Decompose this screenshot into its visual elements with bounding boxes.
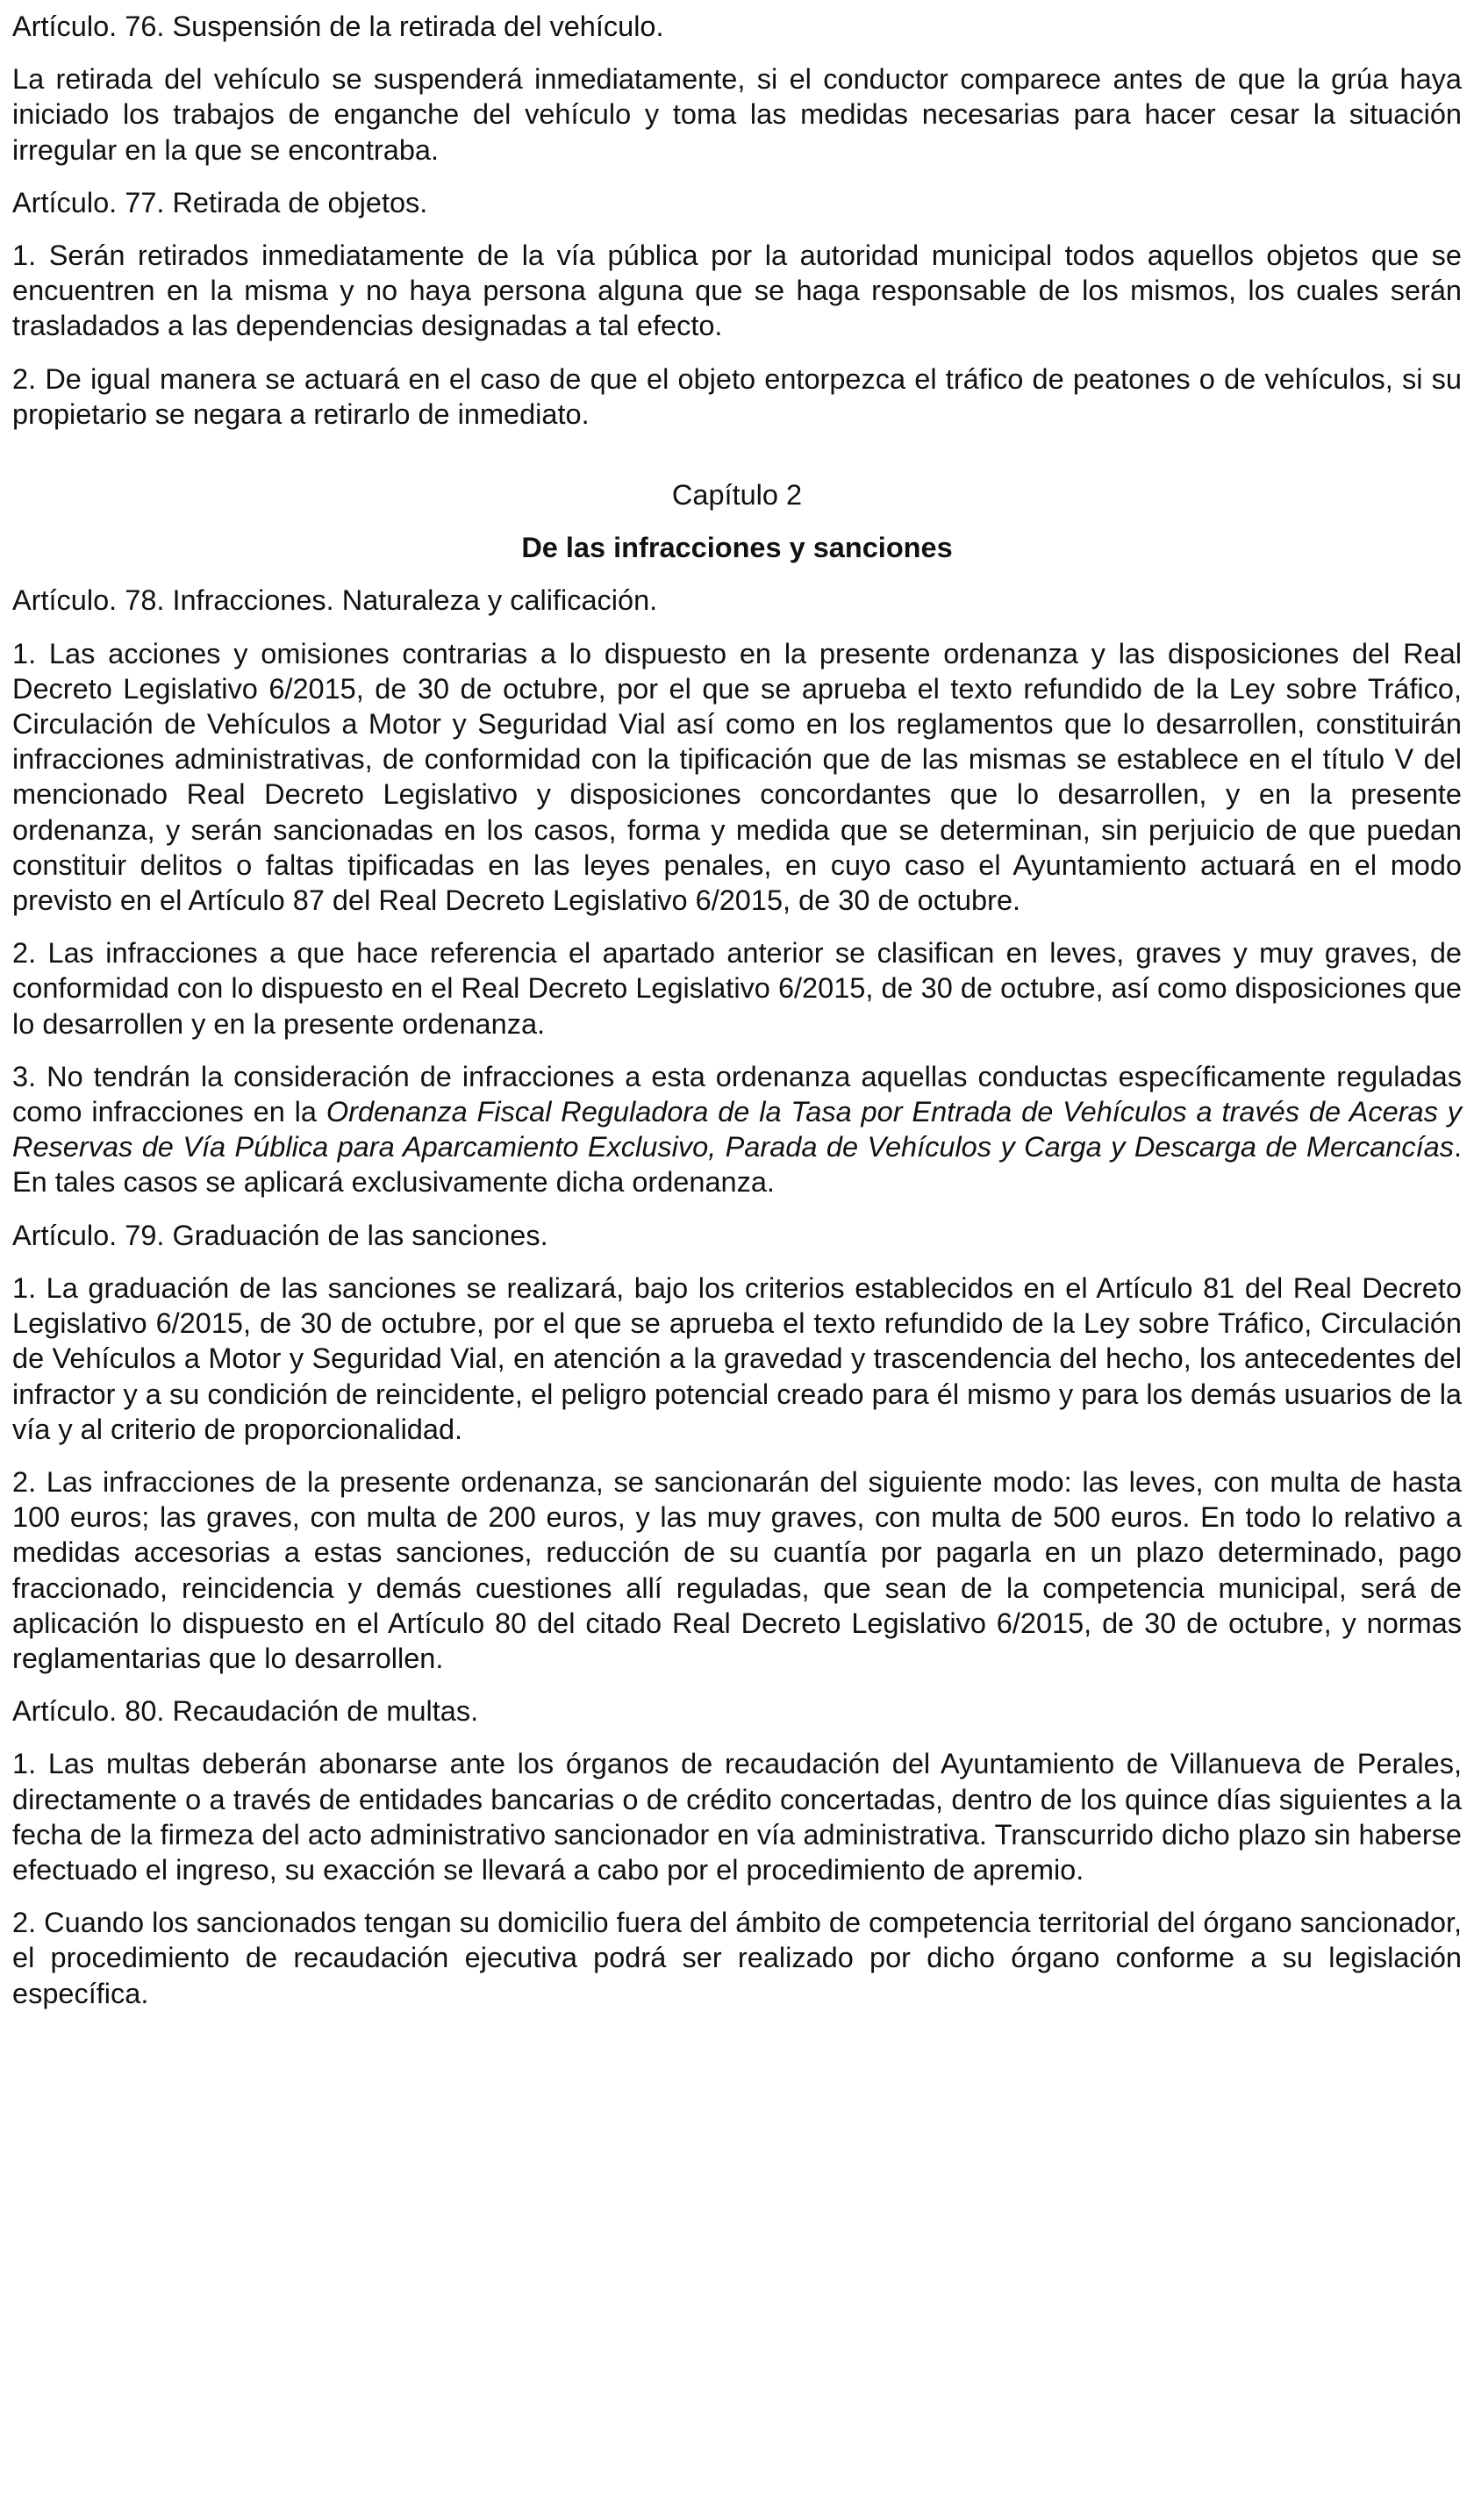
article-76-paragraph-1: La retirada del vehículo se suspenderá inmediatamente, si el conductor comparece antes de que la grúa haya iniciado los trabajos de enganche del vehículo y toma las medidas necesarias para hacer cesar la situación irregular en la que se encontraba. <box>12 63 1462 166</box>
article-78-paragraph-3-tail: . En tales casos se aplicará exclusivamente dicha ordenanza. <box>12 1131 1462 1199</box>
article-80-heading: Artículo. 80. Recaudación de multas. <box>12 1695 479 1728</box>
article-78-paragraph-3-lead: 3. No tendrán la consideración de infracciones a esta ordenanza aquellas conductas específicamente reguladas como infracciones en la <box>12 1060 1462 1128</box>
article-80-paragraph-1: 1. Las multas deberán abonarse ante los órganos de recaudación del Ayuntamiento de Villanueva de Perales, directamente o a través de entidades bancarias o de crédito concertadas, dentro de los quince días siguientes a la fecha de la firmeza del acto administrativo sancionador en vía administrativa. Transcurrido dicho plazo sin haberse efectuado el ingreso, su exacción se llevará a cabo por el procedimiento de apremio. <box>12 1748 1462 1886</box>
article-78-heading: Artículo. 78. Infracciones. Naturaleza y calificación. <box>12 584 658 617</box>
article-79-heading: Artículo. 79. Graduación de las sanciones. <box>12 1219 548 1251</box>
ordinance-title-italic: Ordenanza Fiscal Reguladora de la Tasa por Entrada de Vehículos a través de Aceras y Reservas de Vía Pública para Aparcamiento Exclusivo, Parada de Vehículos y Carga y Descarga de Mercancías <box>12 1096 1462 1163</box>
article-77-heading: Artículo. 77. Retirada de objetos. <box>12 186 428 218</box>
article-78-paragraph-3 <box>12 1059 1462 1200</box>
article-77-paragraph-2: 2. De igual manera se actuará en el caso de que el objeto entorpezca el tráfico de peatones o de vehículos, si su propietario se negara a retirarlo de inmediato. <box>12 362 1462 430</box>
article-78-paragraph-1: 1. Las acciones y omisiones contrarias a lo dispuesto en la presente ordenanza y las disposiciones del Real Decreto Legislativo 6/2015, de 30 de octubre, por el que se aprueba el texto refundido de la Ley sobre Tráfico, Circulación de Vehículos a Motor y Seguridad Vial así como en los reglamentos que lo desarrollen, constituirán infracciones administrativas, de conformidad con la tipificación que de las mismas se establece en el título V del mencionado Real Decreto Legislativo y disposiciones concordantes que lo desarrollen, y en la presente ordenanza, y serán sancionadas en los casos, forma y medida que se determinan, sin perjuicio de que puedan constituir delitos o faltas tipificadas en las leyes penales, en cuyo caso el Ayuntamiento actuará en el modo previsto en el Artículo 87 del Real Decreto Legislativo 6/2015, de 30 de octubre. <box>12 637 1462 917</box>
article-79-paragraph-1: 1. La graduación de las sanciones se realizará, bajo los criterios establecidos en el Artículo 81 del Real Decreto Legislativo 6/2015, de 30 de octubre, por el que se aprueba el texto refundido de la Ley sobre Tráfico, Circulación de Vehículos a Motor y Seguridad Vial, en atención a la gravedad y trascendencia del hecho, los antecedentes del infractor y a su condición de reincidente, el peligro potencial creado para él mismo y para los demás usuarios de la vía y al criterio de proporcionalidad. <box>12 1271 1462 1445</box>
chapter-label: Capítulo 2 <box>671 479 803 512</box>
article-77-paragraph-1: 1. Serán retirados inmediatamente de la vía pública por la autoridad municipal todos aquellos objetos que se encuentren en la misma y no haya persona alguna que se haga responsable de los mismos, los cuales serán trasladados a las dependencias designadas a tal efecto. <box>12 240 1462 342</box>
article-78-paragraph-2: 2. Las infracciones a que hace referencia el apartado anterior se clasifican en leves, graves y muy graves, de conformidad con lo dispuesto en el Real Decreto Legislativo 6/2015, de 30 de octubre, así como disposiciones que lo desarrollen y en la presente ordenanza. <box>12 937 1462 1040</box>
document-page <box>12 0 1462 2011</box>
chapter-title: De las infracciones y sanciones <box>521 532 953 564</box>
article-76-heading: Artículo. 76. Suspensión de la retirada del vehículo. <box>12 11 664 42</box>
article-79-paragraph-2: 2. Las infracciones de la presente ordenanza, se sancionarán del siguiente modo: las leves, con multa de hasta 100 euros; las graves, con multa de 200 euros, y las muy graves, con multa de 500 euros. En todo lo relativo a medidas accesorias a estas sanciones, reducción de su cuantía por pagarla en un plazo determinado, pago fraccionado, reincidencia y demás cuestiones allí reguladas, que sean de la competencia municipal, será de aplicación lo dispuesto en el Artículo 80 del citado Real Decreto Legislativo 6/2015, de 30 de octubre, y normas reglamentarias que lo desarrollen. <box>12 1465 1462 1674</box>
article-80-paragraph-2: 2. Cuando los sancionados tengan su domicilio fuera del ámbito de competencia territorial del órgano sancionador, el procedimiento de recaudación ejecutiva podrá ser realizado por dicho órgano conforme a su legislación específica. <box>12 1907 1462 2009</box>
